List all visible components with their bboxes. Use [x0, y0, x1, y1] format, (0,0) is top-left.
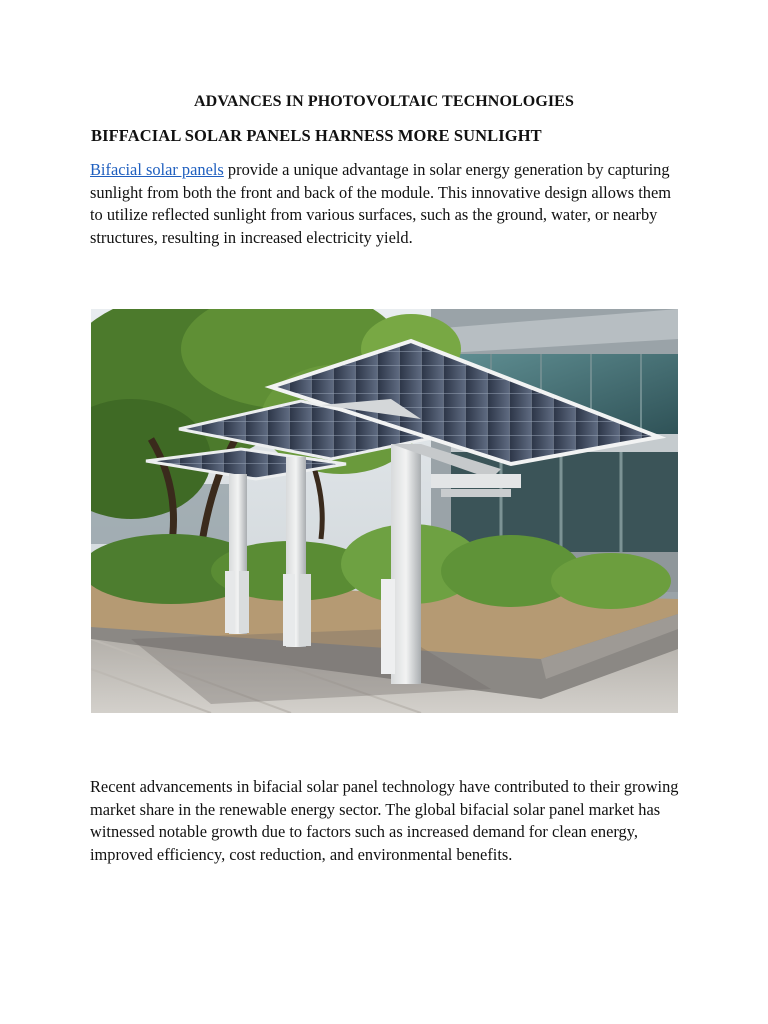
solar-carport-photo — [91, 309, 678, 713]
intro-paragraph-text: provide a unique advantage in solar energy generation by capturing sunlight from both the front and back of the module. This innovative design allows them to utilize reflected sunlight from various surfaces, such as the ground, water, or nearby structures, resulting in increased electricity yield. — [90, 160, 672, 247]
section-heading: BIFFACIAL SOLAR PANELS HARNESS MORE SUNLIGHT — [91, 126, 542, 145]
market-paragraph: Recent advancements in bifacial solar panel technology have contributed to their growing market share in the renewable energy sector. The global bifacial solar panel market has witnessed notable growth due to factors such as increased demand for clean energy, improved efficiency, cost reduction, and environmental benefits. — [90, 777, 679, 864]
document-title: ADVANCES IN PHOTOVOLTAIC TECHNOLOGIES — [194, 93, 574, 110]
intro-paragraph — [90, 159, 680, 249]
bifacial-solar-panels-link[interactable]: Bifacial solar panels — [90, 160, 224, 179]
solar-carport-illustration — [91, 309, 678, 713]
